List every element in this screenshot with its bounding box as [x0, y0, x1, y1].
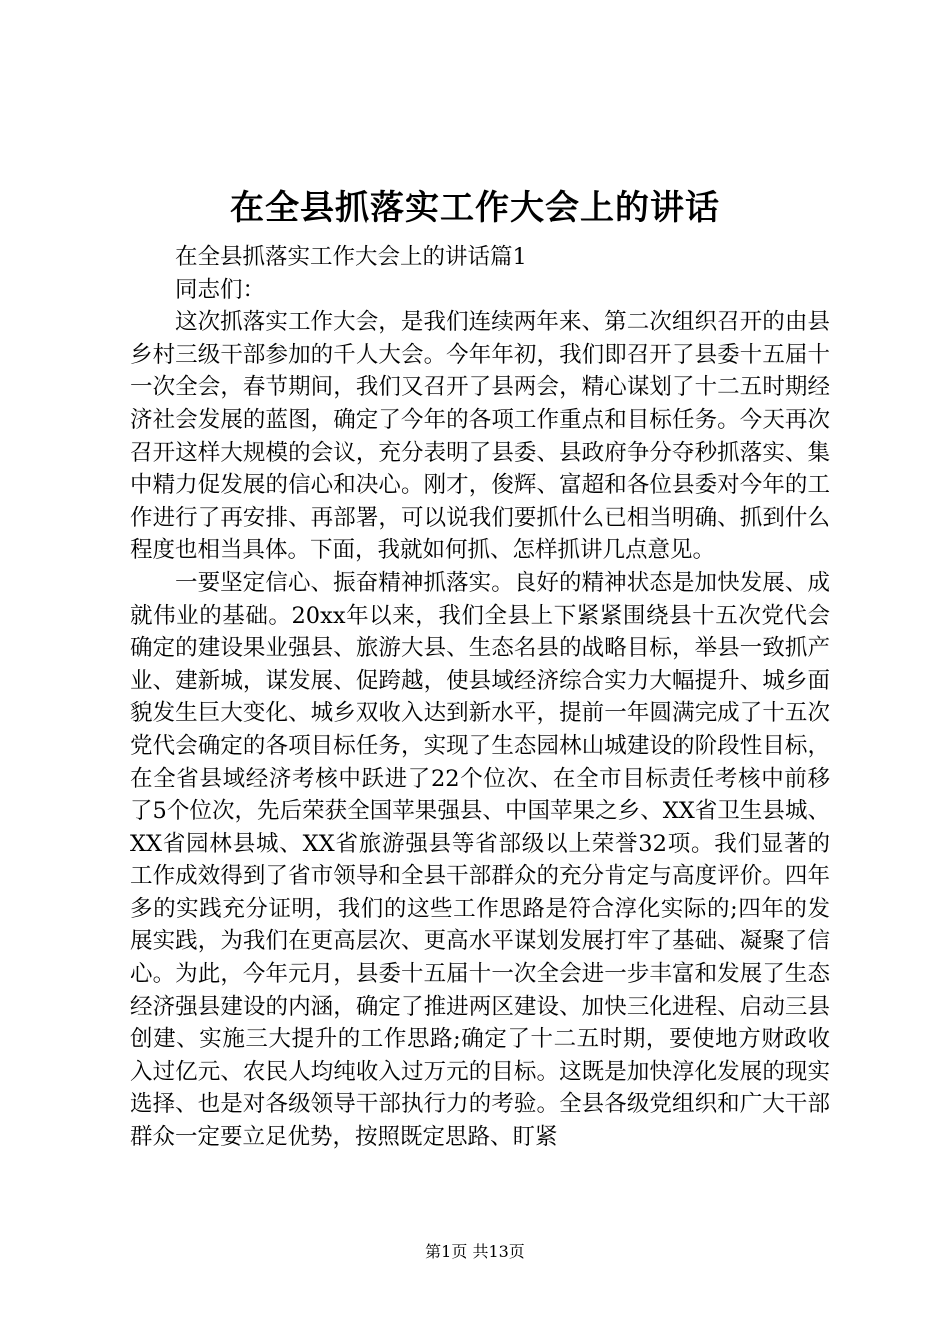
paragraph-1: 这次抓落实工作大会，是我们连续两年来、第二次组织召开的由县乡村三级干部参加的千人大会。今年年初，我们即召开了县委十五届十一次全会，春节期间，我们又召开了县两会，精心谋划了十二五时期经济社会发展的蓝图，确定了今年的各项工作重点和目标任务。今天再次召开这样大规模的会议，充分表明了县委、县政府争分夺秒抓落实、集中精力促发展的信心和决心。刚才，俊辉、富超和各位县委对今年的工作进行了再安排、再部署，可以说我们要抓什么已相当明确、抓到什么程度也相当具体。下面，我就如何抓、怎样抓讲几点意见。 [130, 309, 830, 564]
document-title: 在全县抓落实工作大会上的讲话 [230, 188, 720, 228]
document-subtitle: 在全县抓落实工作大会上的讲话篇1 [175, 244, 527, 270]
document-body [130, 241, 830, 1154]
salutation: 同志们： [175, 276, 266, 303]
page-footer: 第1页 共13页 [425, 1242, 525, 1261]
paragraph-2: 一要坚定信心、振奋精神抓落实。良好的精神状态是加快发展、成就伟业的基础。20xx年以来，我们全县上下紧紧围绕县十五次党代会确定的建设果业强县、旅游大县、生态名县的战略目标，举县一致抓产业、建新城，谋发展、促跨越，使县域经济综合实力大幅提升、城乡面貌发生巨大变化、城乡双收入达到新水平，提前一年圆满完成了十五次党代会确定的各项目标任务，实现了生态园林山城建设的阶段性目标，在全省县域经济考核中跃进了22个位次、在全市目标责任考核中前移了5个位次，先后荣获全国苹果强县、中国苹果之乡、XX省卫生县城、XX省园林县城、XX省旅游强县等省部级以上荣誉32项。我们显著的工作成效得到了省市领导和全县干部群众的充分肯定与高度评价。四年多的实践充分证明，我们的这些工作思路是符合淳化实际的;四年的发展实践，为我们在更高层次、更高水平谋划发展打牢了基础、凝聚了信心。为此，今年元月，县委十五届十一次全会进一步丰富和发展了生态经济强县建设的内涵，确定了推进两区建设、加快三化进程、启动三县创建、实施三大提升的工作思路;确定了十二五时期，要使地方财政收入过亿元、农民人均纯收入过万元的目标。这既是加快淳化发展的现实选择、也是对各级领导干部执行力的考验。全县各级党组织和广大干部群众一定要立足优势，按照既定思路、盯紧 [130, 569, 830, 1151]
